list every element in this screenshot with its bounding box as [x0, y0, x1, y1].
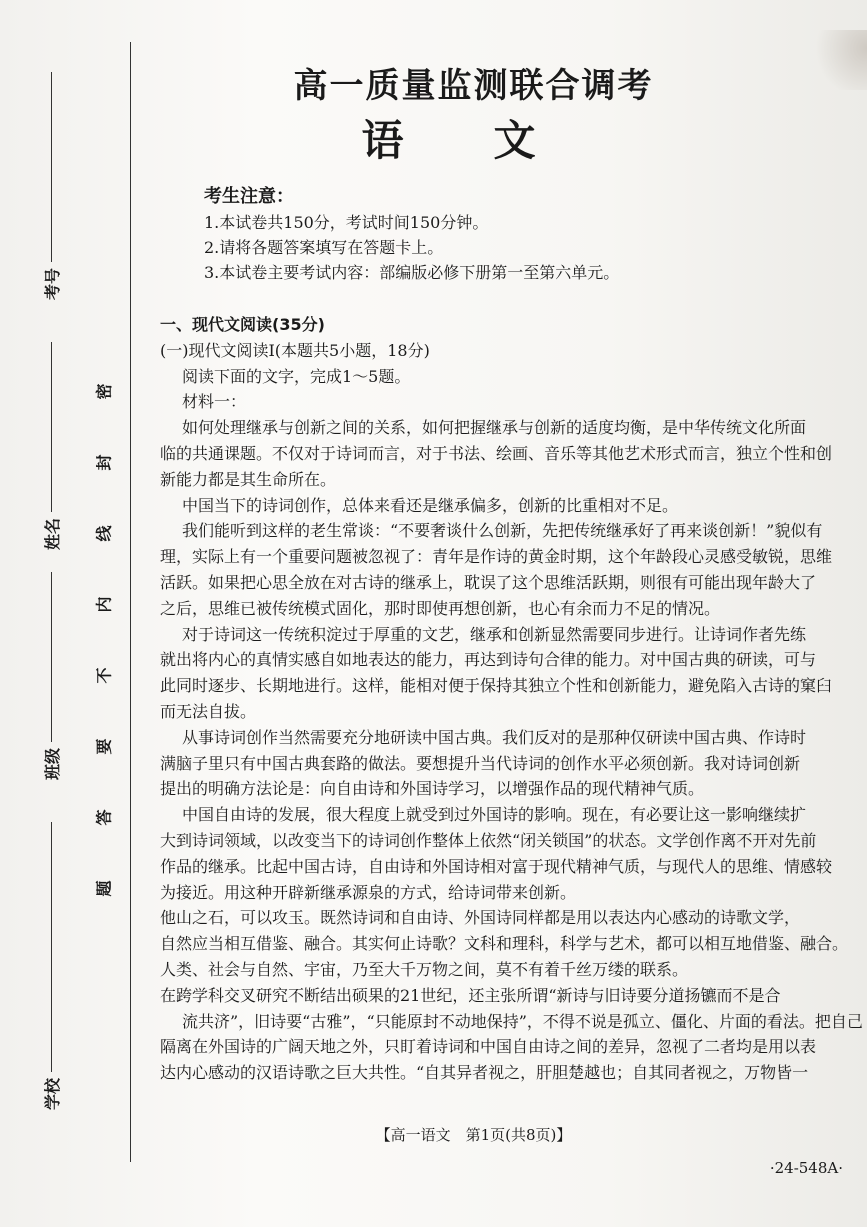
text-line: 在跨学科交叉研究不断结出硕果的21世纪，还主张所谓“新诗与旧诗要分道扬镳而不是合	[160, 985, 781, 1005]
section-heading: 一、现代文阅读(35分)	[160, 315, 325, 334]
text-line: 从事诗词创作当然需要充分地研读中国古典。我们反对的是那种仅研读中国古典、作诗时	[182, 727, 807, 747]
text-line: 理，实际上有一个重要问题被忽视了：青年是作诗的黄金时期，这个年龄段心灵感受敏锐，思维	[160, 547, 833, 567]
school-field[interactable]: 学校	[40, 822, 63, 1110]
text-line: 达内心感动的汉语诗歌之巨大共性。“自其异者视之，肝胆楚越也；自其同者视之，万物皆一	[160, 1063, 809, 1083]
exam-title: 高一质量监测联合调考	[293, 66, 654, 106]
text-line: 活跃。如果把心思全放在对古诗的继承上，耽误了这个思维活跃期，则很有可能出现年龄大了	[160, 572, 817, 592]
binding-warning: 密 封 线 内 不 要 答 题	[94, 383, 114, 897]
name-field[interactable]: 姓名	[40, 342, 63, 550]
text-line: 满脑子里只有中国古典套路的做法。要想提升当代诗词的创作水平必须创新。我对诗词创新	[160, 753, 801, 773]
notice-item: 1.本试卷共150分，考试时间150分钟。	[204, 213, 489, 232]
text-line: 隔离在外国诗的广阔天地之外，只盯着诗词和中国自由诗之间的差异，忽视了二者均是用以表	[160, 1037, 817, 1057]
notice-item: 2.请将各题答案填写在答题卡上。	[204, 238, 444, 257]
text-line: 临的共通课题。不仅对于诗词而言，对于书法、绘画、音乐等其他艺术形式而言，独立个性和创	[160, 443, 833, 463]
text-line: 而无法自拔。	[160, 701, 257, 721]
exam-code: ·24-548A·	[769, 1159, 843, 1177]
text-line: 人类、社会与自然、宇宙，乃至大千万物之间，莫不有着千丝万缕的联系。	[160, 959, 689, 979]
subsection-heading: (一)现代文阅读Ⅰ(本题共5小题，18分)	[160, 340, 430, 360]
instruction: 阅读下面的文字，完成1～5题。	[182, 366, 411, 386]
notice-item: 3.本试卷主要考试内容：部编版必修下册第一至第六单元。	[204, 263, 620, 282]
text-line: 他山之石，可以攻玉。既然诗词和自由诗、外国诗同样都是用以表达内心感动的诗歌文学，	[160, 908, 801, 928]
reading-body	[160, 312, 863, 1086]
text-line: 此同时逐步、长期地进行。这样，能相对便于保持其独立个性和创新能力，避免陷入古诗的窠臼	[160, 676, 833, 696]
exam-number-field[interactable]: 考号	[40, 72, 63, 300]
text-line: 新能力都是其生命所在。	[160, 469, 337, 489]
class-field[interactable]: 班级	[40, 572, 63, 780]
text-line: 大到诗词领域，以改变当下的诗词创作整体上依然“闭关锁国”的状态。文学创作离不开对先前	[160, 830, 817, 850]
text-line: 自然应当相互借鉴、融合。其实何止诗歌？文科和理科，科学与艺术，都可以相互地借鉴、融合。	[160, 934, 849, 954]
notice-heading: 考生注意：	[204, 186, 294, 207]
text-line: 提出的明确方法论是：向自由诗和外国诗学习，以增强作品的现代精神气质。	[160, 779, 705, 799]
text-line: 就出将内心的真情实感自如地表达的能力，再达到诗句合律的能力。对中国古典的研读，可与	[160, 650, 817, 670]
text-line: 我们能听到这样的老生常谈：“不要奢谈什么创新，先把传统继承好了再来谈创新！”貌似有	[182, 521, 823, 541]
subject-title: 语文	[361, 116, 626, 165]
text-line: 作品的继承。比起中国古诗，自由诗和外国诗相对富于现代精神气质，与现代人的思维、情感较	[160, 856, 833, 876]
page-footer: 【高一语文 第1页(共8页)】	[375, 1126, 572, 1144]
text-line: 之后，思维已被传统模式固化，那时即使再想创新，也心有余而力不足的情况。	[160, 598, 721, 618]
text-line: 流共济”，旧诗要“古雅”，“只能原封不动地保持”，不得不说是孤立、僵化、片面的看法。把自己	[182, 1011, 863, 1031]
text-line: 为接近。用这种开辟新继承源泉的方式，给诗词带来创新。	[160, 882, 577, 902]
binding-line	[130, 42, 131, 1162]
text-line: 对于诗词这一传统积淀过于厚重的文艺，继承和创新显然需要同步进行。让诗词作者先练	[182, 624, 807, 644]
text-line: 如何处理继承与创新之间的关系，如何把握继承与创新的适度均衡，是中华传统文化所面	[182, 418, 807, 438]
material-label: 材料一：	[182, 392, 247, 412]
text-line: 中国当下的诗词创作，总体来看还是继承偏多，创新的比重相对不足。	[182, 495, 679, 515]
text-line: 中国自由诗的发展，很大程度上就受到过外国诗的影响。现在，有必要让这一影响继续扩	[182, 805, 807, 825]
